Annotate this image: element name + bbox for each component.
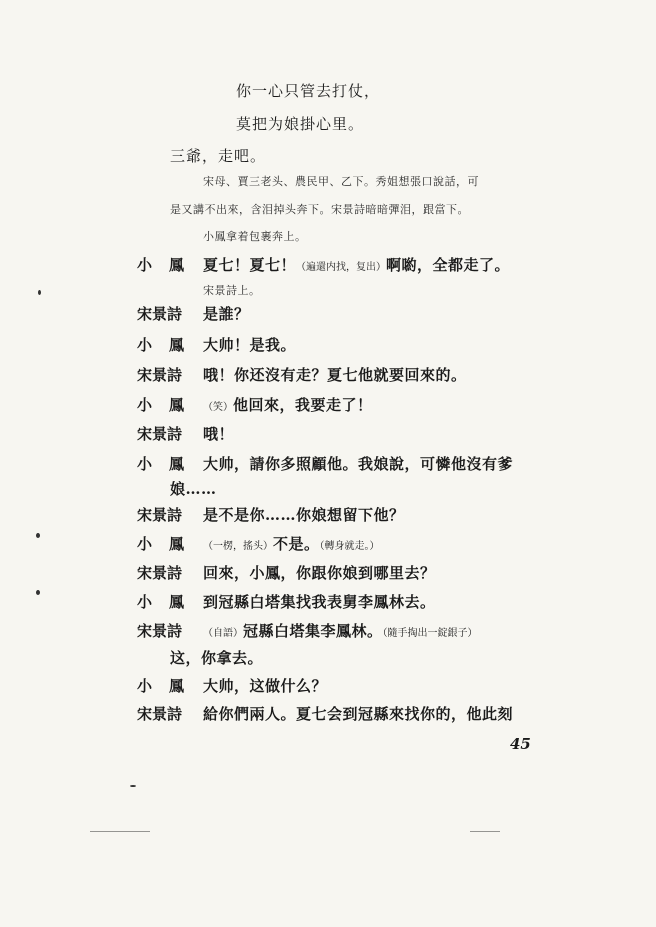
scan-speck	[90, 831, 150, 832]
stage-direction-enter: 宋景詩上。	[203, 284, 261, 297]
dialogue-line	[203, 254, 510, 275]
speaker-name: 宋景詩	[137, 622, 183, 640]
stage-note: （轉身就走。）	[319, 541, 380, 552]
dialogue-text: 大帅！是我。	[203, 336, 297, 354]
dialogue-text: 夏七！夏七！	[203, 256, 297, 274]
dialogue-line	[203, 533, 380, 554]
farewell-line: 三爺，走吧。	[170, 147, 267, 165]
dialogue-text: 給你們兩人。夏七会到冠縣來找你的，他此刻	[203, 705, 514, 723]
stage-note: （遍還内找，复出）	[296, 262, 387, 273]
dialogue-text: 冠縣白塔集李鳳林。	[243, 622, 383, 640]
dialogue-text: 到冠縣白塔集找我表舅李鳳林去。	[203, 593, 436, 611]
speaker-name: 小 鳳	[137, 396, 186, 414]
scan-speck	[130, 785, 136, 787]
dialogue-text: 是誰？	[203, 305, 250, 323]
stage-direction-2: 是又講不出來，含泪掉头奔下。宋景詩暗暗彈泪，跟當下。	[170, 203, 469, 216]
dialogue-line	[203, 394, 373, 415]
page-number: 45	[510, 735, 531, 753]
speaker-name: 小 鳳	[137, 256, 186, 274]
dialogue-text: 是不是你……你娘想留下他？	[203, 506, 405, 524]
stage-direction-3: 小鳳拿着包裹奔上。	[203, 230, 307, 243]
stage-note: （隨手掏出一錠銀子）	[382, 628, 478, 639]
dialogue-text: 啊喲，全都走了。	[386, 256, 511, 274]
speaker-name: 宋景詩	[137, 506, 183, 524]
speaker-name: 小 鳳	[137, 535, 186, 553]
song-line-2: 莫把为娘掛心里。	[236, 115, 365, 133]
dialogue-text: 他回來，我要走了！	[233, 396, 373, 414]
stage-direction-1: 宋母、賈三老头、農民甲、乙下。秀姐想張口說話，可	[203, 175, 479, 188]
dialogue-text: 回來，小鳳，你跟你娘到哪里去？	[203, 564, 436, 582]
dialogue-text: 大帅，这做什么？	[203, 677, 328, 695]
dialogue-continuation: 这，你拿去。	[170, 649, 264, 667]
song-line-1: 你一心只管去打仗，	[236, 82, 381, 100]
dialogue-text: 哦！你还沒有走？夏七他就要回來的。	[203, 366, 467, 384]
speaker-name: 小 鳳	[137, 677, 186, 695]
dialogue-line	[203, 620, 478, 641]
scan-speck	[38, 290, 41, 295]
stage-note: （自語）	[203, 628, 243, 639]
scan-speck	[36, 533, 40, 538]
dialogue-text: 不是。	[273, 535, 320, 553]
dialogue-continuation: 娘……	[170, 480, 217, 498]
speaker-name: 小 鳳	[137, 336, 186, 354]
speaker-name: 宋景詩	[137, 305, 183, 323]
dialogue-text: 大帅，請你多照顧他。我娘說，可憐他沒有爹	[203, 455, 514, 473]
speaker-name: 宋景詩	[137, 705, 183, 723]
scan-speck	[470, 831, 500, 832]
stage-note: （笑）	[203, 402, 233, 413]
scan-speck	[36, 590, 40, 595]
dialogue-text: 哦！	[203, 425, 235, 443]
speaker-name: 小 鳳	[137, 455, 186, 473]
speaker-name: 宋景詩	[137, 564, 183, 582]
stage-note: （一楞，搖头）	[203, 541, 273, 552]
speaker-name: 宋景詩	[137, 425, 183, 443]
speaker-name: 小 鳳	[137, 593, 186, 611]
speaker-name: 宋景詩	[137, 366, 183, 384]
